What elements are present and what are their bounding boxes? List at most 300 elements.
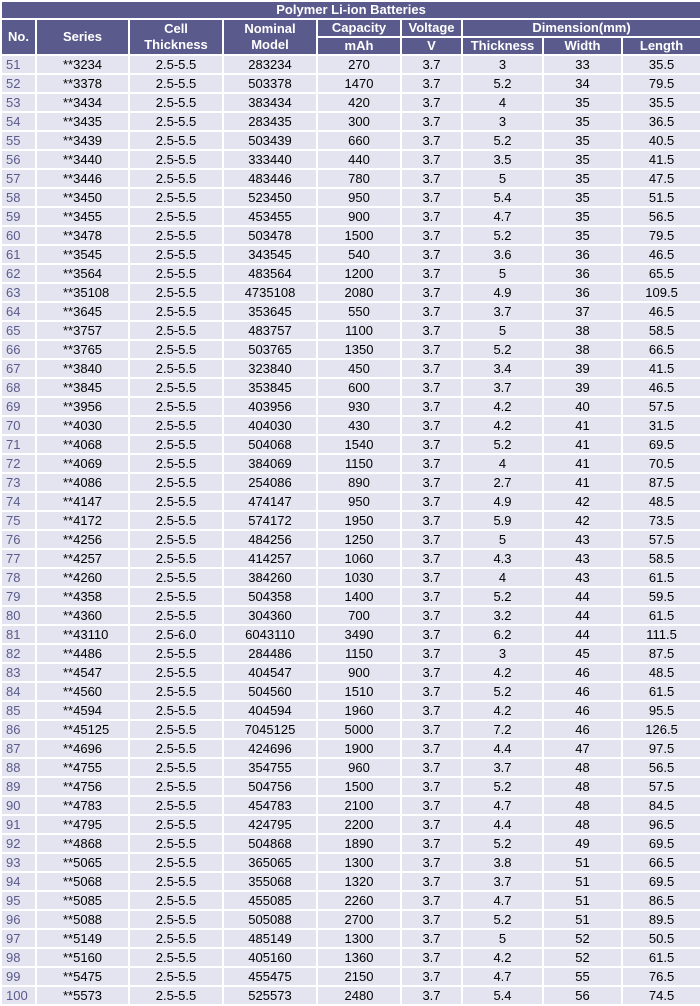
cell-series: **3478 xyxy=(37,227,128,244)
cell-nominal-model: 284486 xyxy=(224,645,316,662)
cell-dim-width: 48 xyxy=(544,759,621,776)
cell-voltage: 3.7 xyxy=(402,379,461,396)
cell-no: 52 xyxy=(2,75,35,92)
cell-dim-length: 56.5 xyxy=(623,208,700,225)
cell-no: 61 xyxy=(2,246,35,263)
table-row xyxy=(2,607,700,624)
cell-nominal-model: 504358 xyxy=(224,588,316,605)
cell-dim-thickness: 5.2 xyxy=(463,683,542,700)
table-row xyxy=(2,721,700,738)
cell-series: **5065 xyxy=(37,854,128,871)
cell-dim-width: 35 xyxy=(544,189,621,206)
cell-capacity: 2150 xyxy=(318,968,400,985)
cell-dim-thickness: 4.7 xyxy=(463,208,542,225)
table-row xyxy=(2,360,700,377)
cell-capacity: 1470 xyxy=(318,75,400,92)
cell-dim-length: 50.5 xyxy=(623,930,700,947)
table-row xyxy=(2,417,700,434)
cell-thickness-range: 2.5-5.5 xyxy=(130,379,222,396)
cell-no: 57 xyxy=(2,170,35,187)
cell-series: **3840 xyxy=(37,360,128,377)
cell-dim-width: 43 xyxy=(544,531,621,548)
cell-voltage: 3.7 xyxy=(402,265,461,282)
cell-voltage: 3.7 xyxy=(402,246,461,263)
cell-dim-thickness: 3.7 xyxy=(463,759,542,776)
cell-no: 84 xyxy=(2,683,35,700)
cell-dim-thickness: 5.2 xyxy=(463,227,542,244)
cell-dim-length: 87.5 xyxy=(623,645,700,662)
cell-dim-length: 97.5 xyxy=(623,740,700,757)
cell-capacity: 420 xyxy=(318,94,400,111)
header-cell-thickness-line1: Cell xyxy=(164,21,188,36)
cell-no: 99 xyxy=(2,968,35,985)
cell-no: 87 xyxy=(2,740,35,757)
cell-series: **3439 xyxy=(37,132,128,149)
cell-dim-width: 46 xyxy=(544,702,621,719)
cell-capacity: 270 xyxy=(318,56,400,73)
table-row xyxy=(2,911,700,928)
cell-no: 68 xyxy=(2,379,35,396)
cell-dim-thickness: 5.2 xyxy=(463,132,542,149)
cell-capacity: 300 xyxy=(318,113,400,130)
cell-series: **3956 xyxy=(37,398,128,415)
cell-no: 92 xyxy=(2,835,35,852)
cell-dim-length: 66.5 xyxy=(623,854,700,871)
table-row xyxy=(2,75,700,92)
cell-no: 89 xyxy=(2,778,35,795)
cell-dim-length: 41.5 xyxy=(623,360,700,377)
cell-dim-length: 89.5 xyxy=(623,911,700,928)
cell-dim-length: 56.5 xyxy=(623,759,700,776)
cell-voltage: 3.7 xyxy=(402,816,461,833)
cell-dim-thickness: 4 xyxy=(463,569,542,586)
cell-nominal-model: 483446 xyxy=(224,170,316,187)
cell-thickness-range: 2.5-5.5 xyxy=(130,246,222,263)
table-row xyxy=(2,227,700,244)
cell-voltage: 3.7 xyxy=(402,835,461,852)
cell-thickness-range: 2.5-5.5 xyxy=(130,132,222,149)
cell-thickness-range: 2.5-5.5 xyxy=(130,930,222,947)
cell-dim-width: 51 xyxy=(544,854,621,871)
cell-nominal-model: 333440 xyxy=(224,151,316,168)
cell-thickness-range: 2.5-5.5 xyxy=(130,740,222,757)
cell-dim-width: 38 xyxy=(544,322,621,339)
cell-capacity: 1320 xyxy=(318,873,400,890)
cell-dim-thickness: 3.8 xyxy=(463,854,542,871)
cell-no: 56 xyxy=(2,151,35,168)
cell-dim-length: 35.5 xyxy=(623,94,700,111)
cell-capacity: 1510 xyxy=(318,683,400,700)
table-row xyxy=(2,854,700,871)
cell-no: 76 xyxy=(2,531,35,548)
cell-voltage: 3.7 xyxy=(402,569,461,586)
cell-thickness-range: 2.5-5.5 xyxy=(130,341,222,358)
table-row xyxy=(2,379,700,396)
cell-capacity: 1300 xyxy=(318,930,400,947)
cell-voltage: 3.7 xyxy=(402,531,461,548)
cell-thickness-range: 2.5-5.5 xyxy=(130,987,222,1004)
cell-capacity: 1500 xyxy=(318,778,400,795)
cell-series: **4030 xyxy=(37,417,128,434)
cell-voltage: 3.7 xyxy=(402,436,461,453)
cell-dim-length: 51.5 xyxy=(623,189,700,206)
cell-nominal-model: 503478 xyxy=(224,227,316,244)
cell-series: **35108 xyxy=(37,284,128,301)
cell-nominal-model: 403956 xyxy=(224,398,316,415)
cell-nominal-model: 503378 xyxy=(224,75,316,92)
cell-dim-width: 33 xyxy=(544,56,621,73)
cell-nominal-model: 504068 xyxy=(224,436,316,453)
cell-dim-width: 44 xyxy=(544,588,621,605)
cell-dim-length: 109.5 xyxy=(623,284,700,301)
cell-capacity: 5000 xyxy=(318,721,400,738)
cell-dim-thickness: 4 xyxy=(463,94,542,111)
table-row xyxy=(2,873,700,890)
cell-thickness-range: 2.5-5.5 xyxy=(130,968,222,985)
cell-voltage: 3.7 xyxy=(402,303,461,320)
cell-capacity: 900 xyxy=(318,664,400,681)
table-row xyxy=(2,683,700,700)
cell-voltage: 3.7 xyxy=(402,512,461,529)
cell-no: 51 xyxy=(2,56,35,73)
cell-thickness-range: 2.5-5.5 xyxy=(130,645,222,662)
cell-series: **43110 xyxy=(37,626,128,643)
cell-capacity: 1890 xyxy=(318,835,400,852)
cell-series: **4086 xyxy=(37,474,128,491)
cell-thickness-range: 2.5-5.5 xyxy=(130,683,222,700)
cell-voltage: 3.7 xyxy=(402,759,461,776)
cell-capacity: 430 xyxy=(318,417,400,434)
cell-series: **5088 xyxy=(37,911,128,928)
header-nominal-model xyxy=(224,20,316,54)
cell-nominal-model: 354755 xyxy=(224,759,316,776)
cell-series: **4257 xyxy=(37,550,128,567)
cell-nominal-model: 483564 xyxy=(224,265,316,282)
cell-series: **4783 xyxy=(37,797,128,814)
cell-dim-thickness: 6.2 xyxy=(463,626,542,643)
table-row xyxy=(2,512,700,529)
table-row xyxy=(2,702,700,719)
cell-dim-thickness: 4.2 xyxy=(463,417,542,434)
cell-no: 73 xyxy=(2,474,35,491)
cell-nominal-model: 4735108 xyxy=(224,284,316,301)
cell-dim-length: 65.5 xyxy=(623,265,700,282)
cell-dim-length: 58.5 xyxy=(623,550,700,567)
cell-nominal-model: 254086 xyxy=(224,474,316,491)
cell-nominal-model: 455475 xyxy=(224,968,316,985)
cell-dim-length: 40.5 xyxy=(623,132,700,149)
cell-series: **5160 xyxy=(37,949,128,966)
cell-capacity: 1200 xyxy=(318,265,400,282)
cell-dim-thickness: 3.6 xyxy=(463,246,542,263)
cell-dim-thickness: 5 xyxy=(463,170,542,187)
cell-series: **3765 xyxy=(37,341,128,358)
cell-dim-width: 41 xyxy=(544,436,621,453)
cell-thickness-range: 2.5-5.5 xyxy=(130,398,222,415)
cell-capacity: 1540 xyxy=(318,436,400,453)
cell-series: **3845 xyxy=(37,379,128,396)
table-row xyxy=(2,949,700,966)
cell-no: 85 xyxy=(2,702,35,719)
cell-voltage: 3.7 xyxy=(402,227,461,244)
cell-dim-length: 87.5 xyxy=(623,474,700,491)
cell-dim-thickness: 4.9 xyxy=(463,493,542,510)
cell-capacity: 1300 xyxy=(318,854,400,871)
cell-thickness-range: 2.5-5.5 xyxy=(130,170,222,187)
header-no: No. xyxy=(2,20,35,54)
cell-series: **5085 xyxy=(37,892,128,909)
table-row xyxy=(2,797,700,814)
cell-nominal-model: 484256 xyxy=(224,531,316,548)
cell-dim-width: 48 xyxy=(544,816,621,833)
cell-no: 88 xyxy=(2,759,35,776)
cell-nominal-model: 504868 xyxy=(224,835,316,852)
cell-no: 59 xyxy=(2,208,35,225)
cell-no: 94 xyxy=(2,873,35,890)
cell-series: **4068 xyxy=(37,436,128,453)
cell-voltage: 3.7 xyxy=(402,360,461,377)
cell-dim-width: 46 xyxy=(544,721,621,738)
cell-thickness-range: 2.5-5.5 xyxy=(130,455,222,472)
cell-dim-thickness: 5.2 xyxy=(463,588,542,605)
cell-dim-width: 35 xyxy=(544,208,621,225)
cell-dim-length: 70.5 xyxy=(623,455,700,472)
cell-dim-length: 48.5 xyxy=(623,664,700,681)
cell-dim-width: 36 xyxy=(544,265,621,282)
cell-capacity: 2480 xyxy=(318,987,400,1004)
cell-thickness-range: 2.5-5.5 xyxy=(130,360,222,377)
cell-thickness-range: 2.5-5.5 xyxy=(130,94,222,111)
cell-dim-thickness: 3.7 xyxy=(463,379,542,396)
header-dimension: Dimension(mm) xyxy=(463,20,700,36)
cell-nominal-model: 453455 xyxy=(224,208,316,225)
cell-dim-thickness: 5.2 xyxy=(463,778,542,795)
cell-dim-length: 73.5 xyxy=(623,512,700,529)
cell-thickness-range: 2.5-5.5 xyxy=(130,208,222,225)
cell-thickness-range: 2.5-5.5 xyxy=(130,550,222,567)
cell-dim-length: 46.5 xyxy=(623,246,700,263)
cell-dim-thickness: 4.2 xyxy=(463,398,542,415)
cell-dim-thickness: 5.4 xyxy=(463,189,542,206)
cell-voltage: 3.7 xyxy=(402,664,461,681)
cell-nominal-model: 483757 xyxy=(224,322,316,339)
cell-series: **4795 xyxy=(37,816,128,833)
cell-capacity: 3490 xyxy=(318,626,400,643)
cell-no: 62 xyxy=(2,265,35,282)
cell-voltage: 3.7 xyxy=(402,550,461,567)
cell-thickness-range: 2.5-5.5 xyxy=(130,75,222,92)
cell-capacity: 550 xyxy=(318,303,400,320)
cell-dim-width: 38 xyxy=(544,341,621,358)
cell-voltage: 3.7 xyxy=(402,930,461,947)
cell-series: **3450 xyxy=(37,189,128,206)
cell-no: 81 xyxy=(2,626,35,643)
cell-dim-thickness: 3.2 xyxy=(463,607,542,624)
cell-dim-thickness: 5.2 xyxy=(463,436,542,453)
cell-series: **4486 xyxy=(37,645,128,662)
cell-nominal-model: 404030 xyxy=(224,417,316,434)
cell-thickness-range: 2.5-5.5 xyxy=(130,56,222,73)
cell-dim-length: 84.5 xyxy=(623,797,700,814)
cell-dim-width: 36 xyxy=(544,284,621,301)
cell-dim-thickness: 5.2 xyxy=(463,341,542,358)
table-row xyxy=(2,246,700,263)
cell-dim-width: 45 xyxy=(544,645,621,662)
cell-nominal-model: 384069 xyxy=(224,455,316,472)
cell-dim-length: 31.5 xyxy=(623,417,700,434)
cell-thickness-range: 2.5-5.5 xyxy=(130,512,222,529)
cell-voltage: 3.7 xyxy=(402,987,461,1004)
header-cell-thickness xyxy=(130,20,222,54)
cell-voltage: 3.7 xyxy=(402,113,461,130)
cell-dim-length: 46.5 xyxy=(623,303,700,320)
cell-no: 100 xyxy=(2,987,35,1004)
cell-dim-length: 79.5 xyxy=(623,75,700,92)
cell-no: 54 xyxy=(2,113,35,130)
cell-thickness-range: 2.5-5.5 xyxy=(130,835,222,852)
cell-series: **5475 xyxy=(37,968,128,985)
header-capacity-unit: mAh xyxy=(318,38,400,54)
cell-voltage: 3.7 xyxy=(402,797,461,814)
cell-no: 72 xyxy=(2,455,35,472)
cell-dim-thickness: 4.2 xyxy=(463,949,542,966)
table-row xyxy=(2,740,700,757)
cell-nominal-model: 283435 xyxy=(224,113,316,130)
cell-series: **4696 xyxy=(37,740,128,757)
cell-voltage: 3.7 xyxy=(402,56,461,73)
table-row xyxy=(2,550,700,567)
cell-dim-length: 74.5 xyxy=(623,987,700,1004)
cell-dim-thickness: 3.7 xyxy=(463,303,542,320)
cell-dim-width: 39 xyxy=(544,379,621,396)
cell-dim-width: 37 xyxy=(544,303,621,320)
cell-dim-length: 59.5 xyxy=(623,588,700,605)
cell-no: 83 xyxy=(2,664,35,681)
cell-thickness-range: 2.5-5.5 xyxy=(130,588,222,605)
table-row xyxy=(2,835,700,852)
cell-dim-length: 61.5 xyxy=(623,569,700,586)
cell-dim-thickness: 5.2 xyxy=(463,835,542,852)
cell-nominal-model: 504560 xyxy=(224,683,316,700)
cell-voltage: 3.7 xyxy=(402,892,461,909)
cell-nominal-model: 525573 xyxy=(224,987,316,1004)
cell-capacity: 2080 xyxy=(318,284,400,301)
cell-capacity: 1900 xyxy=(318,740,400,757)
header-nominal-model-line1: Nominal xyxy=(244,21,296,36)
cell-series: **4260 xyxy=(37,569,128,586)
cell-capacity: 1950 xyxy=(318,512,400,529)
cell-dim-width: 35 xyxy=(544,94,621,111)
cell-series: **3545 xyxy=(37,246,128,263)
cell-dim-thickness: 4.9 xyxy=(463,284,542,301)
cell-capacity: 1030 xyxy=(318,569,400,586)
table-row xyxy=(2,778,700,795)
cell-dim-thickness: 5.2 xyxy=(463,911,542,928)
cell-dim-width: 46 xyxy=(544,664,621,681)
cell-dim-width: 49 xyxy=(544,835,621,852)
table-row xyxy=(2,113,700,130)
header-voltage-unit: V xyxy=(402,38,461,54)
cell-thickness-range: 2.5-5.5 xyxy=(130,702,222,719)
cell-voltage: 3.7 xyxy=(402,911,461,928)
cell-series: **4358 xyxy=(37,588,128,605)
cell-thickness-range: 2.5-5.5 xyxy=(130,436,222,453)
cell-dim-width: 55 xyxy=(544,968,621,985)
cell-no: 67 xyxy=(2,360,35,377)
cell-no: 65 xyxy=(2,322,35,339)
cell-capacity: 1960 xyxy=(318,702,400,719)
table-row xyxy=(2,968,700,985)
cell-series: **4755 xyxy=(37,759,128,776)
cell-no: 58 xyxy=(2,189,35,206)
cell-dim-width: 35 xyxy=(544,151,621,168)
cell-nominal-model: 323840 xyxy=(224,360,316,377)
cell-dim-width: 48 xyxy=(544,797,621,814)
cell-capacity: 440 xyxy=(318,151,400,168)
cell-no: 97 xyxy=(2,930,35,947)
cell-nominal-model: 455085 xyxy=(224,892,316,909)
cell-nominal-model: 283234 xyxy=(224,56,316,73)
cell-dim-length: 48.5 xyxy=(623,493,700,510)
cell-no: 93 xyxy=(2,854,35,871)
cell-thickness-range: 2.5-5.5 xyxy=(130,569,222,586)
cell-nominal-model: 505088 xyxy=(224,911,316,928)
cell-nominal-model: 424795 xyxy=(224,816,316,833)
header-voltage: Voltage xyxy=(402,20,461,36)
cell-series: **4756 xyxy=(37,778,128,795)
cell-nominal-model: 414257 xyxy=(224,550,316,567)
cell-nominal-model: 404547 xyxy=(224,664,316,681)
cell-dim-thickness: 4.7 xyxy=(463,892,542,909)
cell-series: **3757 xyxy=(37,322,128,339)
cell-no: 95 xyxy=(2,892,35,909)
cell-dim-thickness: 5 xyxy=(463,930,542,947)
table-row xyxy=(2,455,700,472)
table-row xyxy=(2,664,700,681)
cell-capacity: 660 xyxy=(318,132,400,149)
cell-dim-thickness: 5 xyxy=(463,322,542,339)
cell-no: 64 xyxy=(2,303,35,320)
cell-dim-width: 36 xyxy=(544,246,621,263)
cell-no: 98 xyxy=(2,949,35,966)
cell-no: 66 xyxy=(2,341,35,358)
cell-voltage: 3.7 xyxy=(402,284,461,301)
table-row xyxy=(2,626,700,643)
cell-thickness-range: 2.5-5.5 xyxy=(130,664,222,681)
cell-no: 96 xyxy=(2,911,35,928)
cell-voltage: 3.7 xyxy=(402,455,461,472)
cell-dim-width: 43 xyxy=(544,550,621,567)
cell-dim-thickness: 3.4 xyxy=(463,360,542,377)
cell-nominal-model: 485149 xyxy=(224,930,316,947)
cell-thickness-range: 2.5-6.0 xyxy=(130,626,222,643)
cell-no: 82 xyxy=(2,645,35,662)
cell-dim-width: 56 xyxy=(544,987,621,1004)
cell-voltage: 3.7 xyxy=(402,132,461,149)
table-row xyxy=(2,474,700,491)
cell-dim-thickness: 5.4 xyxy=(463,987,542,1004)
cell-no: 78 xyxy=(2,569,35,586)
cell-dim-width: 48 xyxy=(544,778,621,795)
header-series: Series xyxy=(37,20,128,54)
cell-nominal-model: 405160 xyxy=(224,949,316,966)
table-row xyxy=(2,436,700,453)
cell-series: **4172 xyxy=(37,512,128,529)
cell-dim-width: 35 xyxy=(544,132,621,149)
table-row xyxy=(2,892,700,909)
cell-nominal-model: 353645 xyxy=(224,303,316,320)
header-dim-width: Width xyxy=(544,38,621,54)
